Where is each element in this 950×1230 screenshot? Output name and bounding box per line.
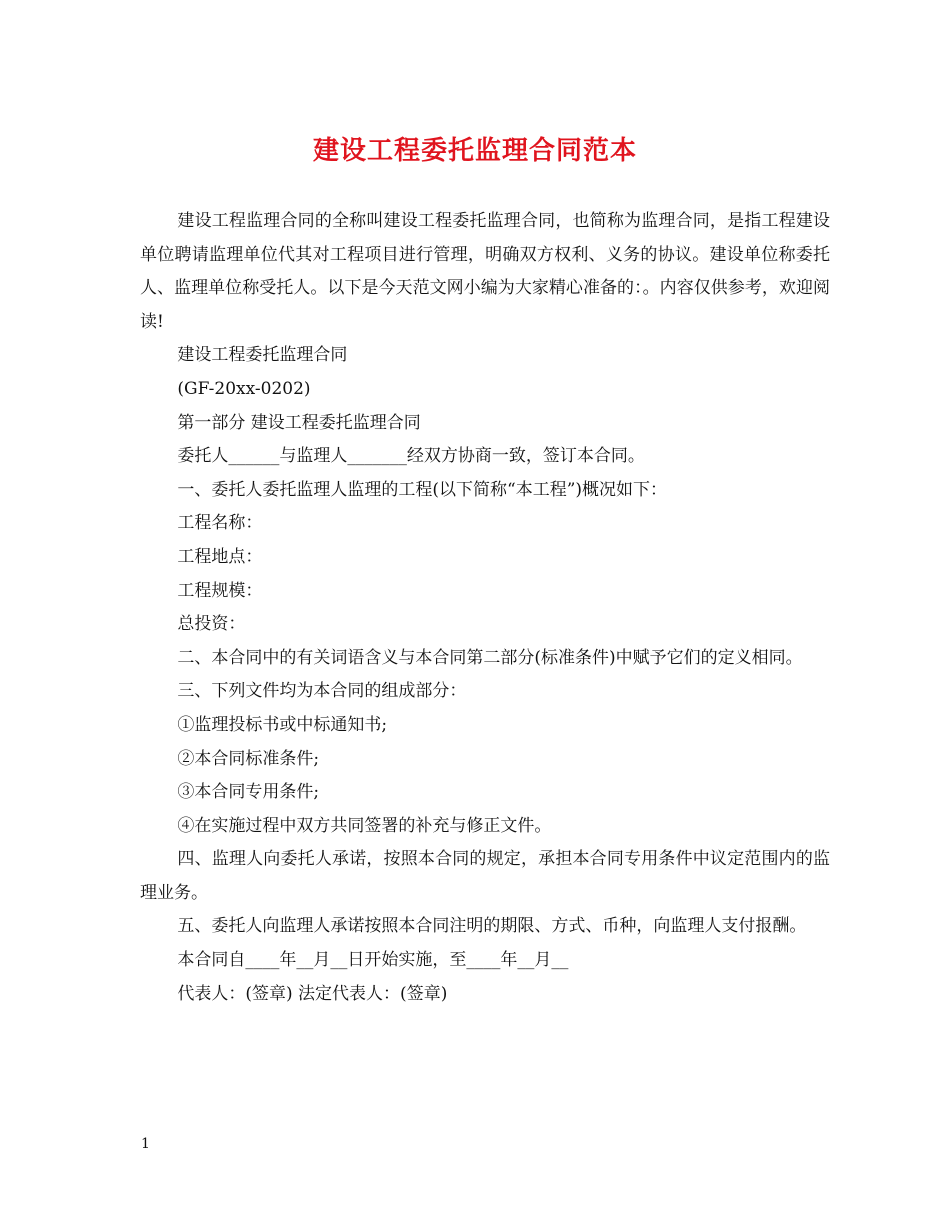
paragraph-contract-code: (GF-20xx-0202) (177, 378, 311, 399)
paragraph-clause-2: 二、本合同中的有关词语含义与本合同第二部分(标准条件)中赋予它们的定义相同。 (177, 647, 803, 668)
paragraph-clause-3: 三、下列文件均为本合同的组成部分： (177, 681, 467, 702)
paragraph-project-scale: 工程规模： (177, 580, 263, 601)
paragraph-part-one-heading: 第一部分 建设工程委托监理合同 (177, 412, 421, 433)
paragraph-clause-5: 五、委托人向监理人承诺按照本合同注明的期限、方式、币种，向监理人支付报酬。 (177, 916, 807, 937)
list-item-2: ②本合同标准条件; (177, 748, 320, 769)
paragraph-contract-name: 建设工程委托监理合同 (177, 345, 348, 366)
paragraph-clause-1: 一、委托人委托监理人监理的工程(以下简称“本工程”)概况如下： (177, 479, 668, 500)
paragraph-effective-date: 本合同自____年__月__日开始实施，至____年__月__ (177, 950, 569, 971)
page-number: 1 (141, 1136, 150, 1152)
document-body (140, 205, 830, 1011)
document-title: 建设工程委托监理合同范本 (312, 136, 637, 166)
paragraph-project-name: 工程名称： (177, 513, 263, 534)
paragraph-total-investment: 总投资： (177, 614, 246, 635)
paragraph-clause-4: 四、监理人向委托人承诺，按照本合同的规定，承担本合同专用条件中议定范围内的监理业务。 (140, 849, 830, 903)
list-item-1: ①监理投标书或中标通知书; (177, 714, 388, 735)
paragraph-project-location: 工程地点： (177, 546, 263, 567)
paragraph-intro: 建设工程监理合同的全称叫建设工程委托监理合同，也简称为监理合同，是指工程建设单位聘请监理单位代其对工程项目进行管理，明确双方权利、义务的协议。建设单位称委托人、监理单位称受托人。以下是今天范文网小编为大家精心准备的：。内容仅供参考，欢迎阅读! (140, 211, 830, 332)
paragraph-parties: 委托人______与监理人_______经双方协商一致，签订本合同。 (177, 446, 645, 467)
list-item-4: ④在实施过程中双方共同签署的补充与修正文件。 (177, 815, 552, 836)
list-item-3: ③本合同专用条件; (177, 782, 320, 803)
paragraph-signatures: 代表人：(签章) 法定代表人：(签章) (177, 983, 448, 1004)
